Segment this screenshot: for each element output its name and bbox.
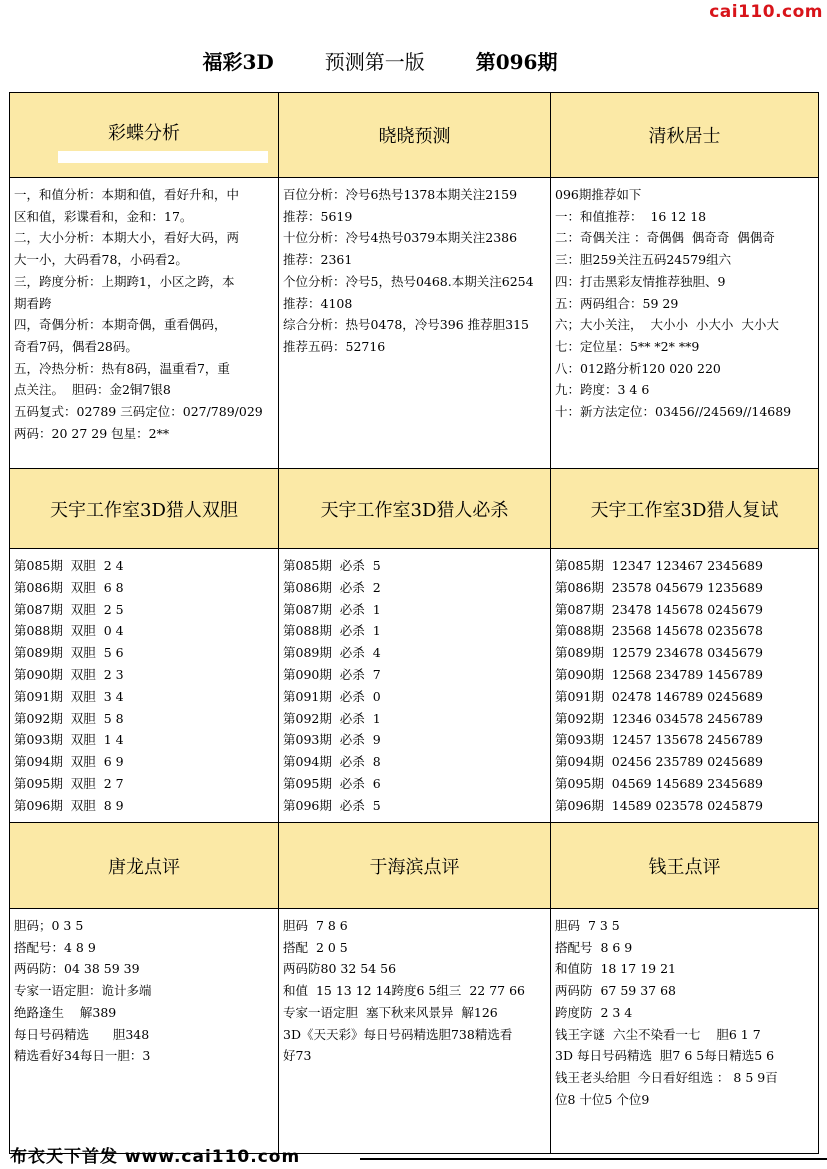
list-item: 第090期 双胆 2 3 [14,666,124,682]
list-item: 第095期 必杀 6 [283,775,381,791]
text-line: 十：新方法定位：03456//24569//14689 [555,404,792,420]
list-item: 第092期 必杀 1 [283,710,381,726]
list-item: 第087期 双胆 2 5 [14,601,124,617]
list-item: 第086期 必杀 2 [283,579,381,595]
text-line: 三，跨度分析：上期跨1，小区之跨，本 [14,273,235,289]
header-tanglong: 唐龙点评 [10,823,278,908]
text-line: 精选看好34每日一胆：3 [14,1048,151,1064]
text-line: 二，大小分析：本期大小，看好大码，两 [14,230,240,246]
text-line: 二：奇偶关注 ：奇偶偶 偶奇奇 偶偶奇 [555,230,775,246]
text-line: 钱王字谜 六尘不染看一七 胆6 1 7 [555,1026,761,1042]
text-line: 两码：20 27 29 包星：2** [14,425,170,441]
list-item: 第087期 必杀 1 [283,601,381,617]
text-line: 绝路逢生 解389 [14,1004,117,1020]
header-qianwang: 钱王点评 [551,823,818,908]
text-line: 跨度防 2 3 4 [555,1004,633,1020]
text-line: 一，和值分析：本期和值，看好升和，中 [14,187,240,202]
list-item: 第094期 双胆 6 9 [14,754,124,770]
text-line: 推荐五码：52716 [283,338,386,354]
site-logo: cai110.com [709,2,823,22]
text-line: 专家一语定胆 塞下秋来风景异 解126 [283,1004,498,1020]
text-line: 搭配号：4 8 9 [14,939,96,955]
text-line: 十位分析：冷号4热号0379本期关注2386 [283,230,518,246]
text-line: 胆码 7 8 6 [283,918,348,933]
prediction-grid [9,92,819,1154]
text-line: 九：跨度：3 4 6 [555,382,650,398]
text-line: 三：胆259关注五码24579组六 [555,252,732,268]
footer-divider [360,1158,827,1160]
list-item: 第089期 12579 234678 0345679 [555,645,763,661]
body-tianyu-fushi [551,549,818,817]
header-xiaoxiao: 晓晓预测 [279,93,550,177]
header-qingqiu: 清秋居士 [551,93,818,177]
text-line: 综合分析：热号0478，冷号396 推荐胆315 [283,317,530,333]
text-line: 两码防 67 59 37 68 [555,983,676,999]
text-line: 五，冷热分析：热有8码，温重看7，重 [14,360,230,376]
text-line: 好73 [283,1048,312,1064]
title-edition: 预测第一版 [324,50,425,74]
text-line: 搭配号 8 6 9 [555,939,633,955]
list-item: 第086期 双胆 6 8 [14,579,124,595]
list-item: 第094期 02456 235789 0245689 [555,754,763,770]
body-qingqiu [551,178,818,423]
list-item: 第092期 双胆 5 8 [14,710,124,726]
page-title [0,46,760,75]
text-line: 推荐：5619 [283,208,353,224]
list-item: 第091期 双胆 3 4 [14,688,124,704]
text-line: 八：012路分析120 020 220 [555,360,721,376]
text-line: 位8 十位5 个位9 [555,1091,650,1107]
title-lottery: 福彩3D [202,50,274,74]
text-line: 五：两码组合：59 29 [555,295,679,311]
list-item: 第090期 12568 234789 1456789 [555,666,763,682]
list-item: 第090期 必杀 7 [283,666,381,682]
text-line: 和值防 18 17 19 21 [555,961,676,977]
text-line: 百位分析：冷号6热号1378本期关注2159 [283,187,518,202]
list-item: 第096期 双胆 8 9 [14,797,124,813]
text-line: 奇看7码，偶看28码。 [14,338,138,354]
text-line: 点关注。 胆码：金2铜7银8 [14,382,171,398]
header-yuhaibin: 于海滨点评 [279,823,550,908]
text-line: 推荐：4108 [283,295,353,311]
text-line: 3D 每日号码精选 胆7 6 5每日精选5 6 [555,1048,775,1064]
list-item: 第089期 双胆 5 6 [14,645,124,661]
text-line: 六；大小关注， 大小小 小大小 大小大 [555,317,779,333]
header-tianyu-fushi: 天宇工作室3D猎人复试 [551,469,818,548]
list-item: 第092期 12346 034578 2456789 [555,710,763,726]
text-line: 胆码；0 3 5 [14,918,84,933]
text-line: 胆码 7 3 5 [555,918,620,933]
body-tianyu-bisha [279,549,550,817]
list-item: 第087期 23478 145678 0245679 [555,601,763,617]
footer-source: 布衣天下首发 www.cai110.com [10,1147,301,1167]
text-line: 七：定位星：5** *2* **9 [555,338,700,354]
text-line: 大一小，大码看78，小码看2。 [14,252,188,268]
list-item: 第086期 23578 045679 1235689 [555,579,763,595]
body-tanglong [10,909,278,1067]
list-item: 第091期 02478 146789 0245689 [555,688,763,704]
list-item: 第088期 双胆 0 4 [14,623,124,639]
text-line: 每日号码精选 胆348 [14,1026,150,1042]
list-item: 第085期 必杀 5 [283,558,381,573]
list-item: 第093期 12457 135678 2456789 [555,732,763,748]
list-item: 第091期 必杀 0 [283,688,381,704]
list-item: 第095期 04569 145689 2345689 [555,775,763,791]
text-line: 专家一语定胆：诡计多端 [14,983,152,999]
text-line: 五码复式：02789 三码定位：027/789/029 [14,404,263,420]
body-yuhaibin [279,909,550,1067]
body-qianwang [551,909,818,1110]
header-tianyu-bisha: 天宇工作室3D猎人必杀 [279,469,550,548]
text-line: 搭配 2 0 5 [283,939,348,955]
body-caidie [10,178,278,444]
text-line: 一：和值推荐： 16 12 18 [555,208,707,224]
header-caidie: 彩蝶分析 [10,93,278,177]
list-item: 第094期 必杀 8 [283,754,381,770]
list-item: 第096期 必杀 5 [283,797,381,813]
text-line: 四：打击黑彩友情推荐独胆、9 [555,273,726,289]
text-line: 区和值，彩谍看和，金和：17。 [14,208,193,224]
text-line: 和值 15 13 12 14跨度6 5组三 22 77 66 [283,983,525,999]
list-item: 第088期 必杀 1 [283,623,381,639]
text-line: 推荐：2361 [283,252,353,268]
list-item: 第093期 必杀 9 [283,732,381,748]
title-issue: 第096期 [475,50,558,74]
list-item: 第085期 12347 123467 2345689 [555,558,763,573]
text-line: 两码防：04 38 59 39 [14,961,140,977]
text-line: 个位分析：冷号5，热号0468.本期关注6254 [283,273,534,289]
text-line: 3D《天天彩》每日号码精选胆738精选看 [283,1026,513,1042]
header-tianyu-shuangdan: 天宇工作室3D猎人双胆 [10,469,278,548]
body-tianyu-shuangdan [10,549,278,817]
text-line: 钱王老头给胆 今日看好组选 ： 8 5 9百 [555,1069,778,1085]
list-item: 第088期 23568 145678 0235678 [555,623,763,639]
list-item: 第095期 双胆 2 7 [14,775,124,791]
list-item: 第089期 必杀 4 [283,645,381,661]
text-line: 期看跨 [14,295,52,311]
text-line: 两码防80 32 54 56 [283,961,397,977]
list-item: 第096期 14589 023578 0245879 [555,797,763,813]
list-item: 第085期 双胆 2 4 [14,558,124,573]
list-item: 第093期 双胆 1 4 [14,732,124,748]
text-line: 四，奇偶分析：本期奇偶，重看偶码， [14,317,227,333]
body-xiaoxiao [279,178,550,358]
text-line: 096期推荐如下 [555,187,642,202]
